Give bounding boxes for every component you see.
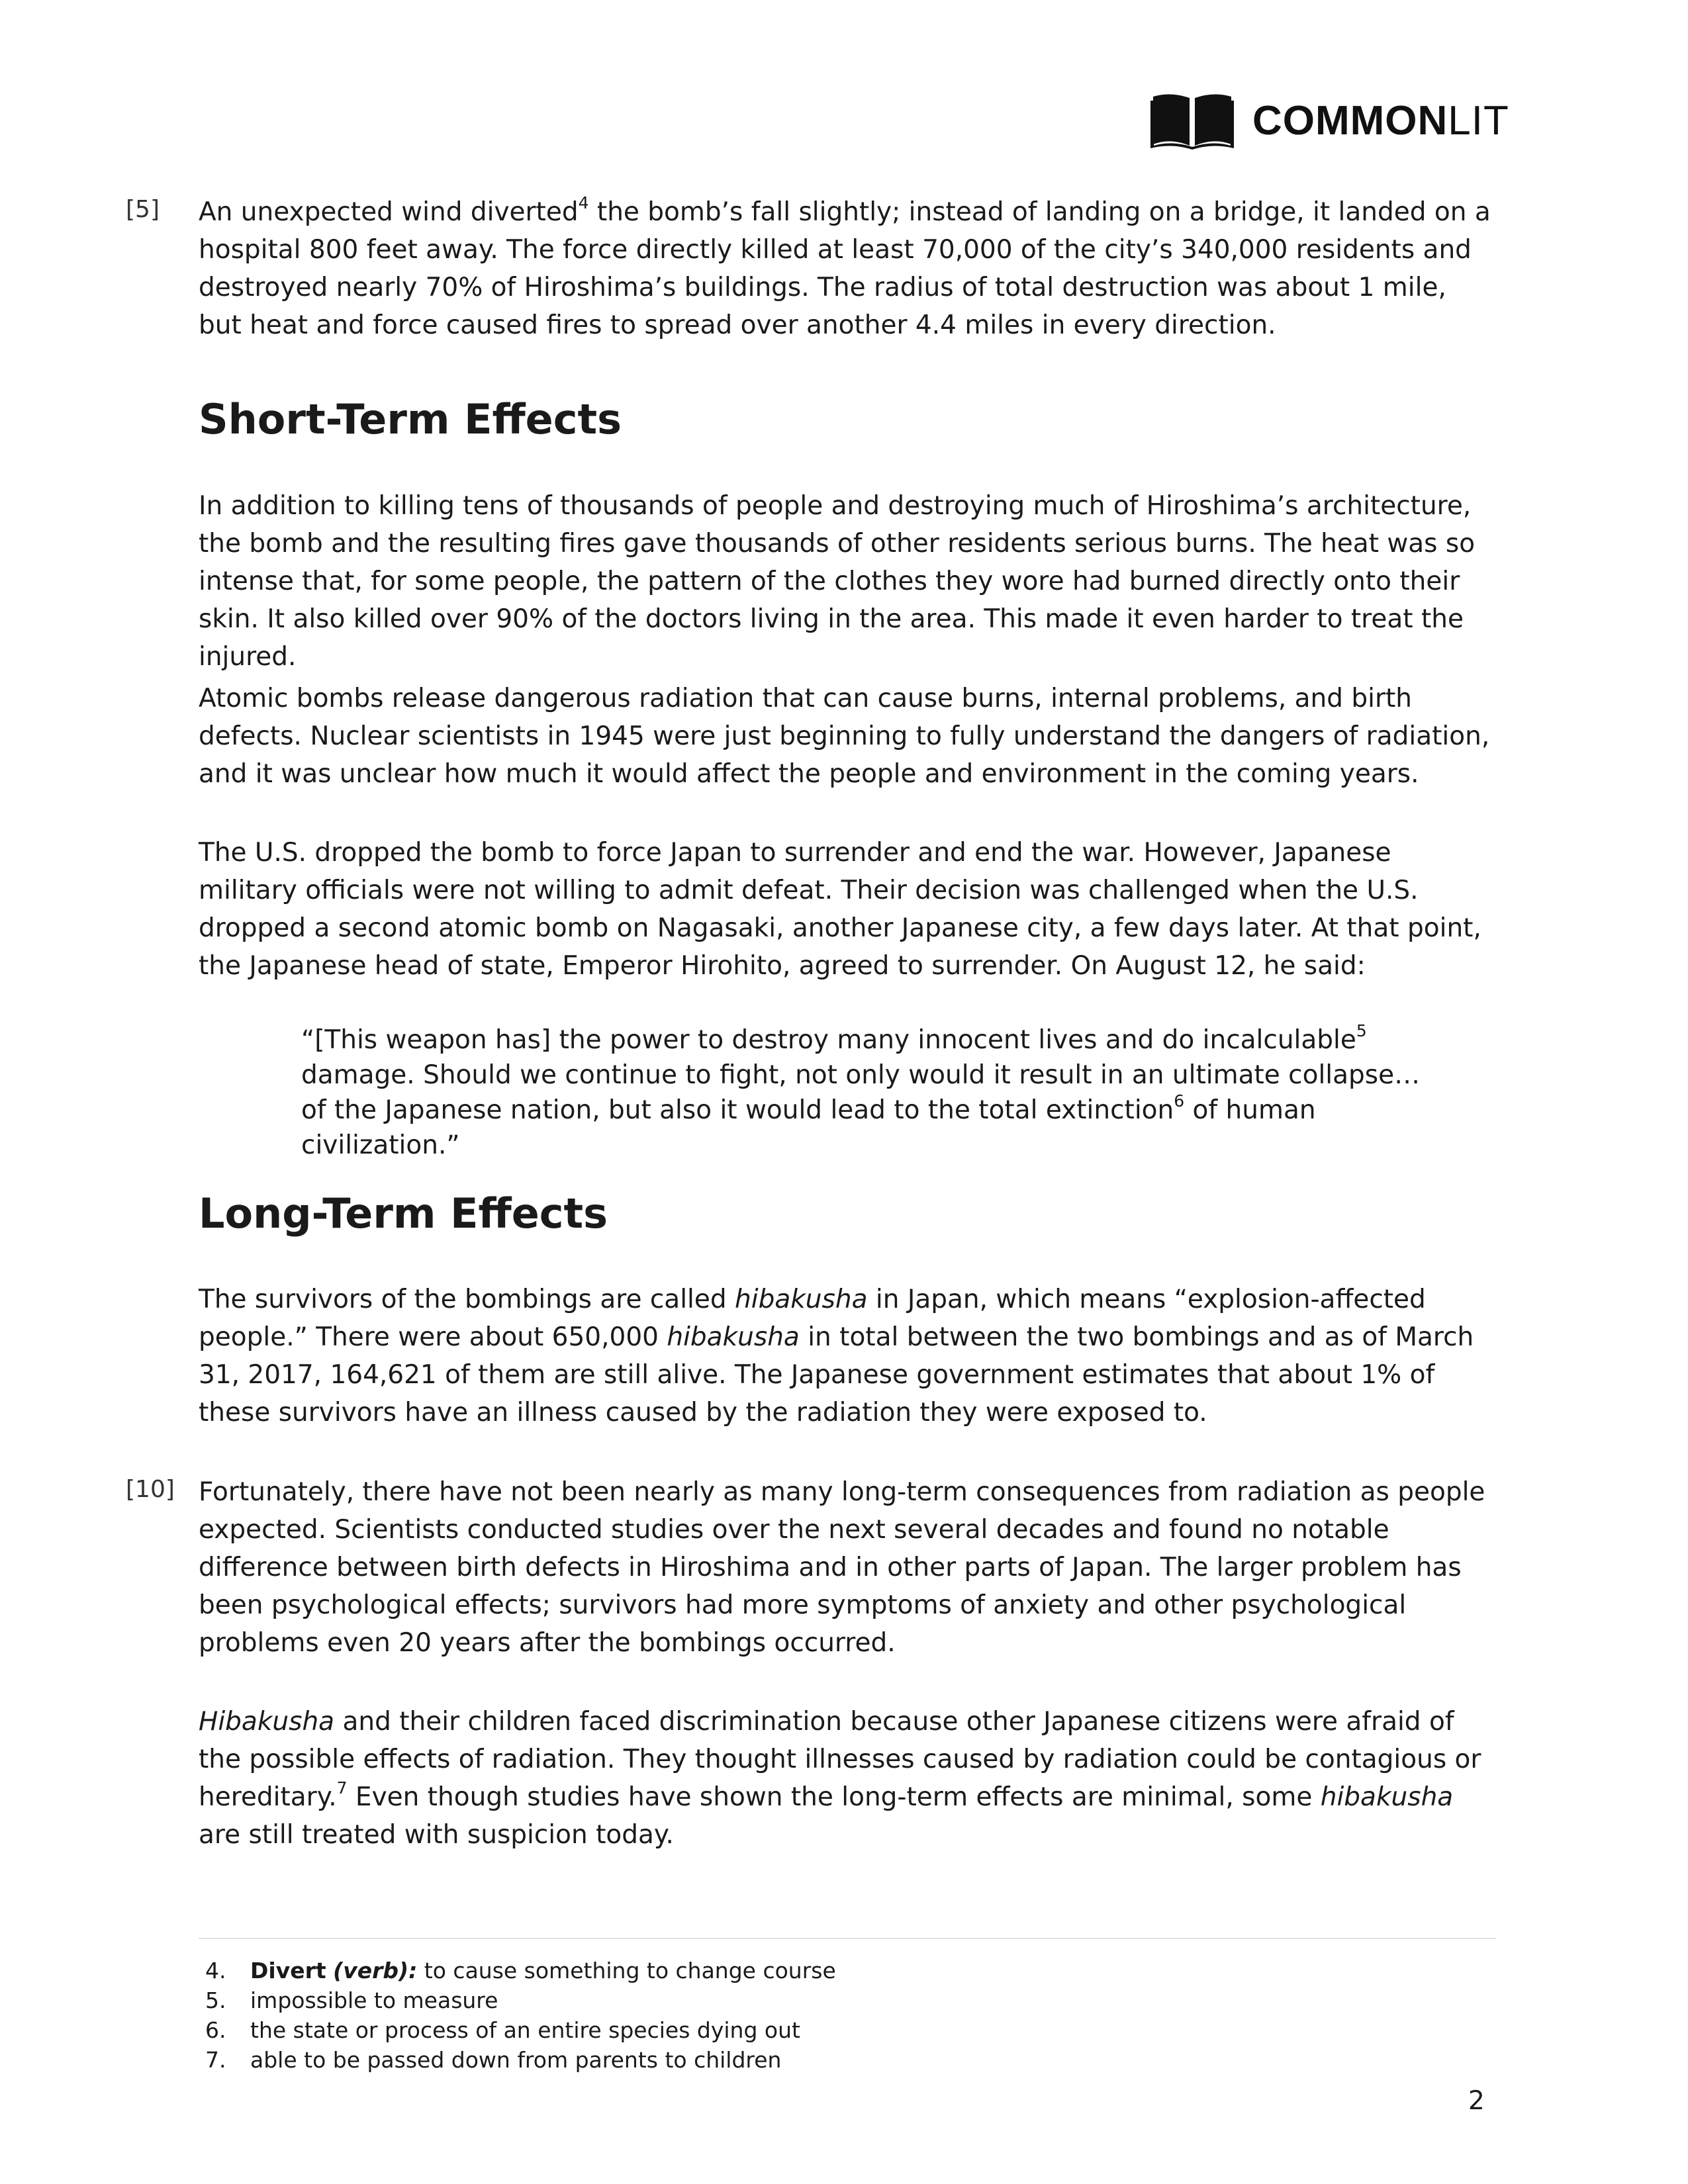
footnote-ref-7: 7 xyxy=(336,1778,348,1797)
page-number: 2 xyxy=(1468,2086,1485,2116)
short-term-paragraph-3: The U.S. dropped the bomb to force Japan to surrender and end the war. However, Japanese military officials were not willing to admit defeat. Their decision was challenged when the U.S. dropped a second atomic bomb on Nagasaki, another Japanese city, a few days later. At that point, the Japanese head of state, Emperor Hirohito, agreed to surrender. On August 12, he said: xyxy=(199,838,1481,981)
paragraph-5: An unexpected wind diverted$^4$ the bomb’s fall slightly; instead of landing on a bridge, it landed on a hospital 800 feet away. The force directly killed at least 70,000 of the city’s 340,000 residents and destroyed nearly 70% of Hiroshima’s buildings. The radius of total destruction was about 1 mile, but heat and force caused fires to spread over another 4.4 miles in every direction. xyxy=(199,193,1491,340)
footnote-divider xyxy=(199,1938,1496,1939)
footnote-5: 5. impossible to measure xyxy=(205,1987,498,2013)
footnote-7: 7. able to be passed down from parents to children xyxy=(205,2047,782,2073)
paragraph-10: Fortunately, there have not been nearly as many long-term consequences from radiation as people expected. Scientists conducted studies over the next several decades and found no notable difference between birth defects in Hiroshima and in other parts of Japan. The larger problem has been psychological effects; survivors had more symptoms of anxiety and other psychological problems even 20 years after the bombings occurred. xyxy=(199,1477,1485,1658)
footnote-ref-6: 6 xyxy=(1174,1091,1185,1111)
long-term-paragraph-1: The survivors of the bombings are called hibakusha in Japan, which means “explosion-affected people.” There were about 650,000 hibakusha in total between the two bombings and as of March 31, 2017, 164,621 of them are still alive. The Japanese government estimates that about 1% of these survivors have an illness caused by the radiation they were exposed to. xyxy=(199,1285,1474,1428)
long-term-paragraph-3: Hibakusha and their children faced discrimination because other Japanese citizens were afraid of the possible effects of radiation. They thought illnesses caused by radiation could be contagious or hereditary.$^7$ Even though studies have shown the long-term effects are minimal, some hibakusha are still treated with suspicion today. xyxy=(199,1707,1481,1850)
logo-wordmark: COMMONLIT xyxy=(1252,97,1509,144)
footnote-ref-4: 4 xyxy=(578,193,589,212)
short-term-paragraph-1: In addition to killing tens of thousands of people and destroying much of Hiroshima’s architecture, the bomb and the resulting fires gave thousands of other residents serious burns. The heat was so intense that, for some people, the pattern of the clothes they wore had burned directly onto their skin. It also killed over 90% of the doctors living in the area. This made it even harder to treat the injured. xyxy=(199,491,1476,672)
paragraph-number-5: [5] xyxy=(126,196,160,223)
heading-short-term-effects: Short-Term Effects xyxy=(199,395,622,443)
footnote-4: 4. Divert (verb): to cause something to change course xyxy=(205,1958,836,1983)
heading-long-term-effects: Long-Term Effects xyxy=(199,1189,608,1238)
footnote-6: 6. the state or process of an entire species dying out xyxy=(205,2017,800,2043)
open-book-icon xyxy=(1150,91,1234,150)
footnote-ref-5: 5 xyxy=(1356,1021,1367,1040)
short-term-paragraph-2: Atomic bombs release dangerous radiation that can cause burns, internal problems, and birth defects. Nuclear scientists in 1945 were just beginning to fully understand the dangers of radiation, and it was unclear how much it would affect the people and environment in the coming years. xyxy=(199,684,1490,789)
commonlit-logo xyxy=(1150,91,1509,150)
paragraph-number-10: [10] xyxy=(126,1476,175,1503)
hirohito-quote: “[This weapon has] the power to destroy many innocent lives and do incalculable$^5$ damage. Should we continue to fight, not only would it result in an ultimate collapse… of the Japanese nation, but also it would lead to the total extinction$^6$ of human civilization.” xyxy=(301,1021,1421,1160)
